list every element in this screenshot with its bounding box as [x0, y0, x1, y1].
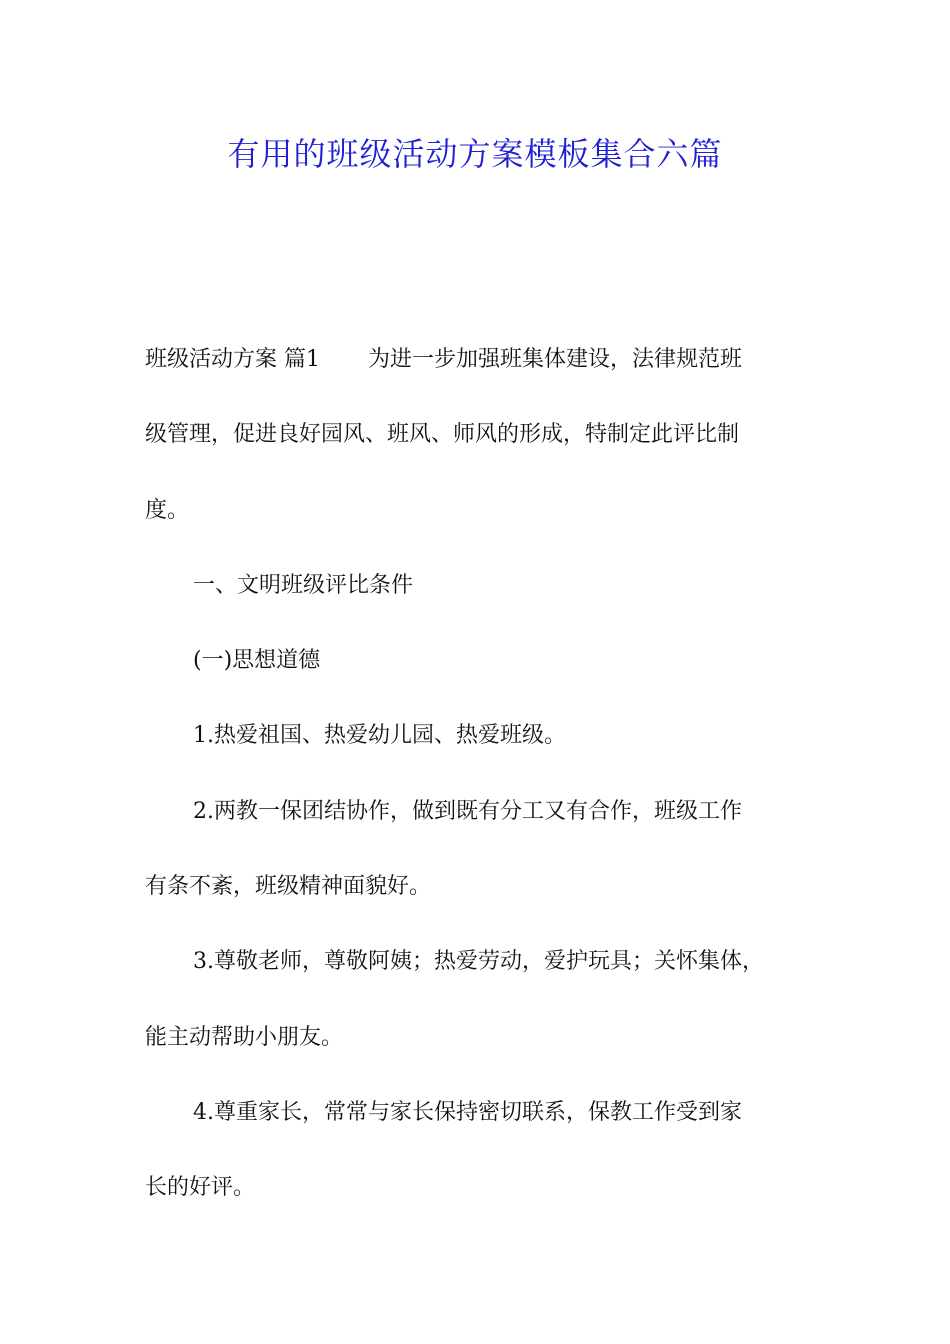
body-line-9: 3.尊敬老师，尊敬阿姨；热爱劳动，爱护玩具；关怀集体，: [193, 949, 764, 975]
body-line-8: 有条不紊，班级精神面貌好。: [145, 874, 432, 900]
body-line-7: 2.两教一保团结协作，做到既有分工又有合作，班级工作: [193, 798, 742, 824]
body-line-12: 长的好评。: [145, 1175, 256, 1201]
body-line-3: 度。: [145, 497, 190, 523]
paragraph-text: 为进一步加强班集体建设，法律规范班: [368, 347, 743, 372]
document-body: [145, 335, 810, 1239]
body-line-11: 4.尊重家长，常常与家长保持密切联系，保教工作受到家: [193, 1099, 742, 1125]
body-line-6: 1.热爱祖国、热爱幼儿园、热爱班级。: [193, 723, 566, 749]
body-line-2: 级管理，促进良好园风、班风、师风的形成，特制定此评比制: [145, 422, 740, 448]
body-line-4: 一、文明班级评比条件: [193, 572, 414, 598]
body-line-1: [145, 335, 810, 410]
body-line-5: (一)思想道德: [193, 648, 321, 674]
section-heading: 班级活动方案 篇1: [145, 347, 320, 372]
body-line-10: 能主动帮助小朋友。: [145, 1024, 344, 1050]
document-title: 有用的班级活动方案模板集合六篇: [227, 135, 723, 173]
